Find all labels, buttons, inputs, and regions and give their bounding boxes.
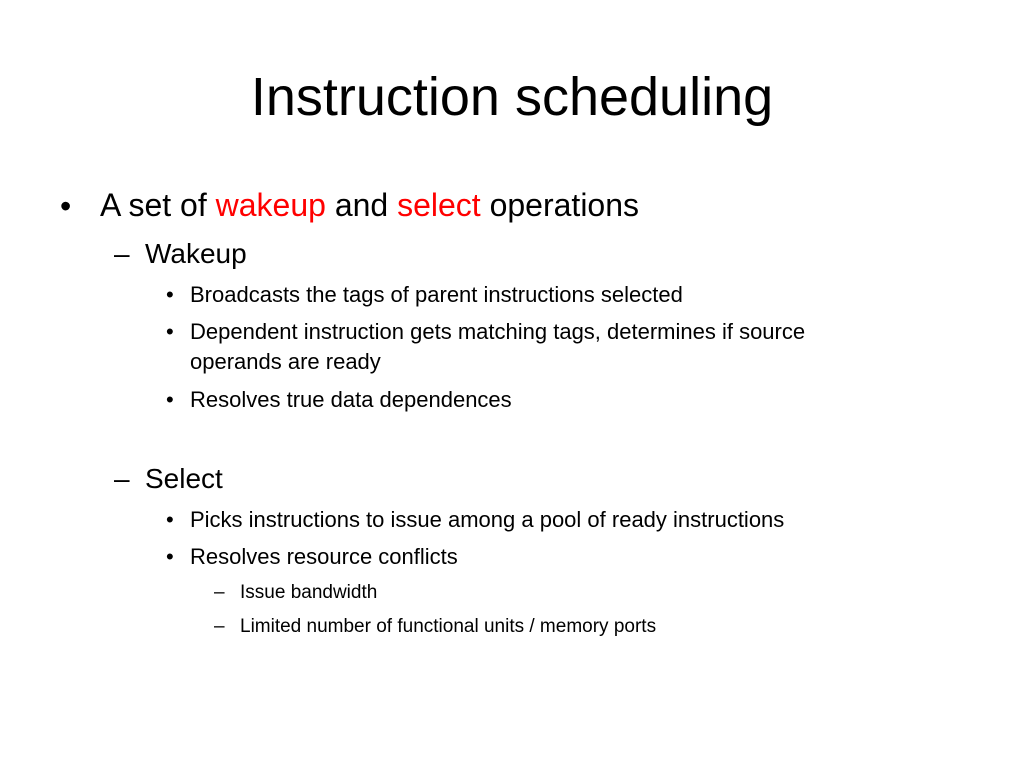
main-bullet [100,185,639,225]
main-bullet-suffix: operations [489,187,640,223]
wakeup-item-continuation: operands are ready [190,349,381,374]
bullet-marker: • [166,544,174,569]
wakeup-term: wakeup [215,187,326,223]
dash-marker: – [114,238,130,269]
select-subitem: Limited number of functional units / memory ports [240,616,657,637]
bullet-marker: • [60,188,72,224]
bullet-marker: • [166,387,174,412]
select-heading: Select [145,463,223,494]
select-item: Picks instructions to issue among a pool of ready instructions [190,507,785,532]
dash-marker: – [214,582,225,603]
select-subitem: Issue bandwidth [240,582,378,603]
dash-marker: – [214,616,225,637]
slide-title: Instruction scheduling [250,67,774,127]
dash-marker: – [114,463,130,494]
select-term: select [397,187,481,223]
wakeup-heading: Wakeup [145,238,247,269]
bullet-marker: • [166,319,174,344]
wakeup-item: Dependent instruction gets matching tags, determines if source [190,319,806,344]
bullet-marker: • [166,282,174,307]
wakeup-item: Broadcasts the tags of parent instructions selected [190,282,683,307]
select-item: Resolves resource conflicts [190,544,458,569]
wakeup-item: Resolves true data dependences [190,387,512,412]
main-bullet-connector: and [334,187,389,223]
main-bullet-prefix: A set of [100,187,207,223]
bullet-marker: • [166,507,174,532]
